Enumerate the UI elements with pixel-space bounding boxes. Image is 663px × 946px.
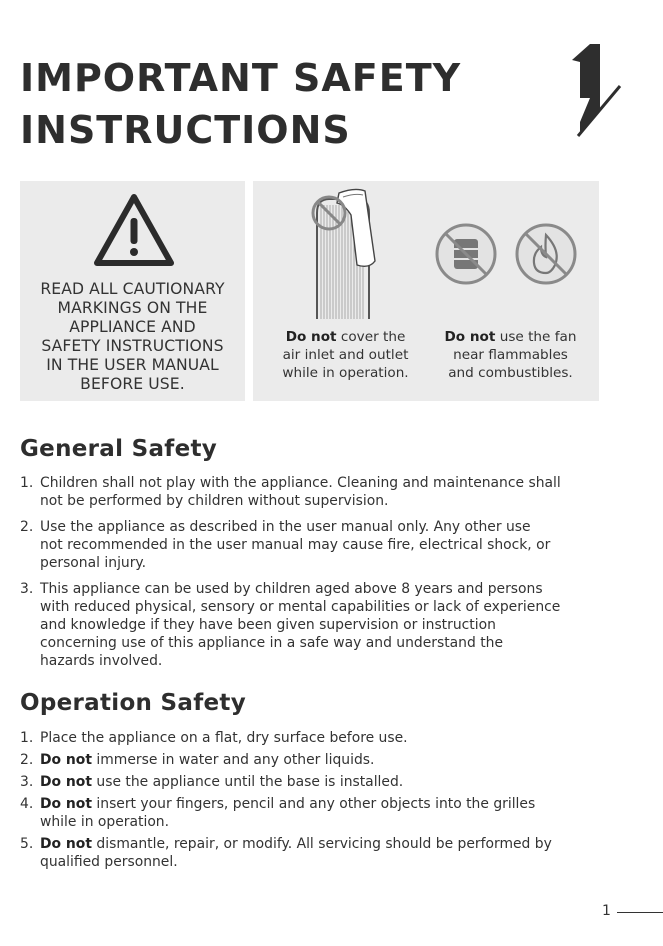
title-line-2: INSTRUCTIONS — [20, 108, 351, 152]
no-barrel-icon — [437, 225, 495, 283]
flammable-caption-line-3: and combustibles. — [448, 365, 573, 381]
flammable-caption-rest: use the fan — [495, 329, 577, 345]
flammable-caption-line-2: near flammables — [453, 347, 568, 363]
pictogram-panel — [253, 181, 599, 401]
cover-caption-line-2: air inlet and outlet — [282, 347, 409, 363]
list-item: 1. Place the appliance on a flat, dry surface before use. — [20, 730, 408, 746]
no-fire-icon — [517, 225, 575, 283]
warning-line-4: SAFETY INSTRUCTIONS — [41, 337, 224, 355]
list-item: 3. Do not use the appliance until the base is installed. — [20, 774, 404, 790]
page-number-rule — [617, 912, 663, 913]
warning-text — [20, 280, 245, 394]
operation-safety-heading: Operation Safety — [20, 690, 247, 716]
warning-line-1: READ ALL CAUTIONARY — [40, 280, 225, 298]
warning-line-2: MARKINGS ON THE — [57, 299, 208, 317]
cover-warning-caption — [263, 328, 428, 382]
no-flammables-icons — [433, 221, 583, 287]
chapter-number-graphic — [560, 36, 630, 146]
title-line-1: IMPORTANT SAFETY — [20, 56, 462, 100]
cover-caption-line-3: while in operation. — [282, 365, 409, 381]
flammable-warning-caption — [428, 328, 593, 382]
list-item: 1. Children shall not play with the appliance. Cleaning and maintenance shall not be performed by children without supervision. — [20, 475, 561, 509]
covered-fan-illustration — [299, 185, 399, 325]
warning-triangle-icon — [91, 191, 177, 269]
general-safety-list — [20, 474, 610, 678]
list-item: 2. Use the appliance as described in the user manual only. Any other use not recommended in the user manual may cause fire, electrical shock, or personal injury. — [20, 519, 551, 571]
cover-caption-bold: Do not — [285, 329, 337, 345]
page-number: 1 — [602, 903, 611, 919]
list-item: 4. Do not insert your fingers, pencil and any other objects into the grilles while in operation. — [20, 796, 536, 830]
warning-panel — [20, 181, 245, 401]
warning-line-5: IN THE USER MANUAL — [46, 356, 219, 374]
warning-line-6: BEFORE USE. — [80, 375, 185, 393]
operation-safety-list — [20, 729, 610, 875]
page-title — [20, 52, 461, 156]
list-item: 5. Do not dismantle, repair, or modify. All servicing should be performed by qualified personnel. — [20, 836, 552, 870]
list-item: 2. Do not immerse in water and any other liquids. — [20, 752, 375, 768]
cover-caption-rest: cover the — [336, 329, 406, 345]
general-safety-heading: General Safety — [20, 436, 218, 462]
list-item: 3. This appliance can be used by children aged above 8 years and persons with reduced physical, sensory or mental capabilities or lack of experience and knowledge if they have been given supervision or instruction concerning use of this appliance in a safe way and understand the hazards involved. — [20, 581, 561, 669]
warning-line-3: APPLIANCE AND — [69, 318, 196, 336]
flammable-caption-bold: Do not — [444, 329, 496, 345]
